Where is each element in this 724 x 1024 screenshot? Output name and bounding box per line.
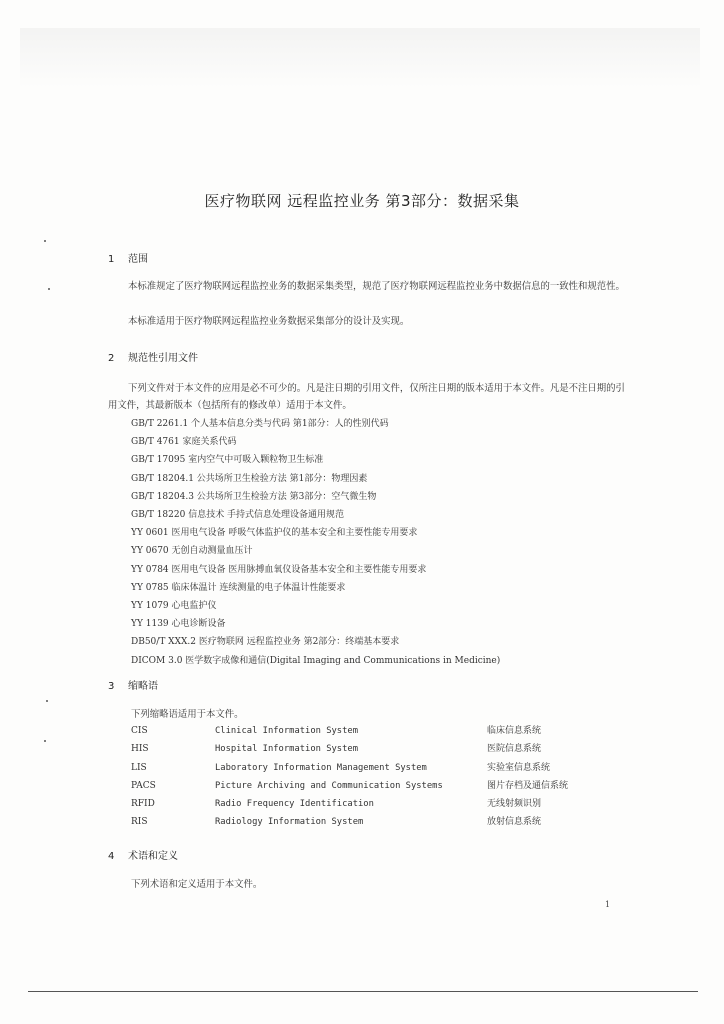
section-4-heading — [108, 847, 178, 862]
section-title: 范围 — [128, 254, 148, 265]
abbreviation-chinese: 实验室信息系统 — [487, 762, 551, 773]
abbreviation-english: Hospital Information System — [215, 744, 358, 755]
abbreviation-row — [131, 740, 611, 758]
abbreviation: RFID — [131, 799, 155, 810]
abbreviation: RIS — [131, 817, 148, 828]
reference-item: YY 0784 医用电气设备 医用脉搏血氧仪设备基本安全和主要性能专用要求 — [131, 564, 427, 575]
abbreviation: PACS — [131, 780, 156, 791]
reference-item: DB50/T XXX.2 医疗物联网 远程监控业务 第2部分：终端基本要求 — [131, 637, 400, 648]
scan-speck — [44, 240, 46, 242]
reference-item: YY 0670 无创自动测量血压计 — [131, 546, 253, 557]
abbreviation: CIS — [131, 726, 148, 736]
reference-item: DICOM 3.0 医学数字成像和通信(Digital Imaging and Communications in Medicine) — [131, 655, 501, 666]
section-1-paragraph-1: 本标准规定了医疗物联网远程监控业务的数据采集类型，规范了医疗物联网远程监控业务中数据信息的一致性和规范性。 — [128, 281, 625, 292]
section-2-heading — [108, 349, 198, 364]
scan-artifact — [20, 28, 700, 88]
reference-item: GB/T 17095 室内空气中可吸入颗粒物卫生标准 — [131, 455, 324, 466]
abbreviation-chinese: 医院信息系统 — [487, 744, 542, 755]
abbreviation-row — [131, 722, 611, 740]
abbreviation: LIS — [131, 762, 147, 773]
abbreviation-table — [131, 722, 611, 832]
abbreviation-english: Clinical Information System — [215, 726, 358, 736]
reference-item: GB/T 18204.3 公共场所卫生检验方法 第3部分：空气微生物 — [131, 491, 377, 502]
abbreviation-chinese: 无线射频识别 — [487, 799, 542, 810]
section-3-heading — [108, 677, 158, 692]
reference-item: GB/T 18220 信息技术 手持式信息处理设备通用规范 — [131, 510, 345, 521]
page-number: 1 — [605, 900, 611, 909]
section-title: 术语和定义 — [128, 851, 178, 862]
section-title: 缩略语 — [128, 681, 158, 692]
reference-item: GB/T 18204.1 公共场所卫生检验方法 第1部分：物理因素 — [131, 473, 368, 484]
document-title: 医疗物联网 远程监控业务 第3部分：数据采集 — [204, 192, 520, 210]
section-3-intro: 下列缩略语适用于本文件。 — [131, 709, 244, 720]
reference-item: YY 0601 医用电气设备 呼吸气体监护仪的基本安全和主要性能专用要求 — [131, 528, 418, 539]
abbreviation-row — [131, 777, 611, 795]
abbreviation-english: Radio Frequency Identification — [215, 799, 374, 810]
abbreviation-row — [131, 759, 611, 777]
reference-item: YY 1139 心电诊断设备 — [131, 619, 226, 630]
reference-item: GB/T 2261.1 个人基本信息分类与代码 第1部分：人的性别代码 — [131, 419, 389, 429]
footer-rule — [28, 991, 698, 992]
abbreviation-chinese: 图片存档及通信系统 — [487, 780, 569, 791]
section-4-intro: 下列术语和定义适用于本文件。 — [131, 879, 263, 890]
scan-speck — [46, 700, 48, 702]
section-number: 1 — [108, 254, 115, 265]
reference-item: GB/T 4761 家庭关系代码 — [131, 437, 237, 448]
abbreviation-english: Radiology Information System — [215, 817, 364, 828]
scan-speck — [44, 740, 46, 742]
abbreviation: HIS — [131, 744, 149, 755]
section-1-heading — [108, 250, 148, 265]
reference-item: YY 1079 心电监护仪 — [131, 601, 217, 612]
abbreviation-row — [131, 813, 611, 831]
reference-item: YY 0785 临床体温计 连续测量的电子体温计性能要求 — [131, 582, 346, 593]
section-number: 3 — [108, 681, 115, 692]
section-2-intro: 下列文件对于本文件的应用是必不可少的。凡是注日期的引用文件，仅所注日期的版本适用于本文件。凡是不注日期的引用文件，其最新版本（包括所有的修改单）适用于本文件。 — [108, 383, 625, 411]
abbreviation-english: Laboratory Information Management System — [215, 762, 427, 773]
abbreviation-row — [131, 795, 611, 813]
abbreviation-chinese: 放射信息系统 — [487, 817, 542, 828]
reference-list — [131, 415, 611, 670]
abbreviation-english: Picture Archiving and Communication Systems — [215, 780, 443, 791]
scan-speck — [48, 288, 50, 290]
section-title: 规范性引用文件 — [128, 353, 198, 364]
section-number: 4 — [108, 851, 115, 862]
abbreviation-chinese: 临床信息系统 — [487, 726, 542, 736]
section-number: 2 — [108, 353, 115, 364]
section-1-paragraph-2: 本标准适用于医疗物联网远程监控业务数据采集部分的设计及实现。 — [128, 316, 410, 327]
